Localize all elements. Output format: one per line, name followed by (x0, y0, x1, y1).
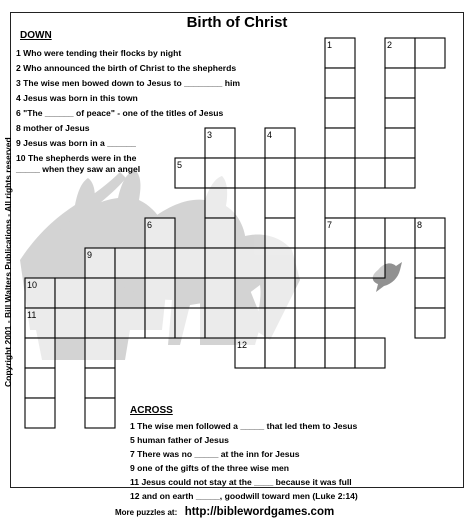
grid-cell[interactable] (85, 398, 115, 428)
grid-cell[interactable] (265, 188, 295, 218)
grid-cell[interactable] (325, 68, 355, 98)
grid-cell[interactable] (85, 338, 115, 368)
grid-cell[interactable] (85, 368, 115, 398)
grid-cell[interactable] (235, 338, 265, 368)
grid-cell[interactable] (25, 278, 55, 308)
grid-cell[interactable] (415, 308, 445, 338)
across-clue-1: 1 The wise men followed a _____ that led them to Jesus (130, 421, 358, 431)
grid-cell[interactable] (205, 218, 235, 248)
cell-number: 12 (237, 340, 248, 350)
cell-number: 11 (27, 310, 37, 320)
grid-cell[interactable] (55, 308, 85, 338)
grid-cell[interactable] (85, 278, 115, 308)
footer-prefix: More puzzles at: (115, 508, 178, 517)
grid-cell[interactable] (85, 248, 115, 278)
grid-cell[interactable] (385, 158, 415, 188)
grid-cell[interactable] (25, 308, 55, 338)
grid-cell[interactable] (145, 248, 175, 278)
across-heading: ACROSS (130, 405, 173, 416)
cell-number: 7 (327, 220, 333, 230)
grid-cell[interactable] (265, 248, 295, 278)
grid-cell[interactable] (235, 248, 265, 278)
across-clue-11: 11 Jesus could not stay at the ____ because it was full (130, 477, 352, 487)
grid-cell[interactable] (145, 218, 175, 248)
grid-cell[interactable] (295, 338, 325, 368)
grid-cell[interactable] (145, 308, 175, 338)
grid-cell[interactable] (385, 98, 415, 128)
grid-cell[interactable] (265, 218, 295, 248)
grid-cell[interactable] (295, 308, 325, 338)
down-clue-6: 6 "The ______ of peace" - one of the titles of Jesus (16, 108, 224, 118)
down-clue-10: 10 The shepherds were in the _____ when they saw an angel (16, 153, 141, 174)
grid-cell[interactable] (355, 218, 385, 248)
grid-cell[interactable] (145, 278, 175, 308)
grid-cell[interactable] (355, 248, 385, 278)
grid-cell[interactable] (385, 68, 415, 98)
down-clue-1: 1 Who were tending their flocks by night (16, 48, 182, 58)
cell-number: 4 (267, 130, 273, 140)
grid-cell[interactable] (415, 278, 445, 308)
grid-cell[interactable] (265, 308, 295, 338)
across-clue-5: 5 human father of Jesus (130, 435, 229, 445)
grid-cell[interactable] (175, 248, 205, 278)
grid-cell[interactable] (355, 158, 385, 188)
grid-cell[interactable] (265, 338, 295, 368)
grid-cell[interactable] (355, 338, 385, 368)
footer (115, 502, 334, 520)
grid-cell[interactable] (385, 218, 415, 248)
grid-cell[interactable] (325, 248, 355, 278)
puzzle-title: Birth of Christ (186, 14, 288, 31)
grid-cell[interactable] (415, 248, 445, 278)
grid-cell[interactable] (265, 278, 295, 308)
grid-cell[interactable] (325, 128, 355, 158)
down-heading: DOWN (20, 30, 52, 41)
grid-cell[interactable] (205, 248, 235, 278)
down-clue-4: 4 Jesus was born in this town (16, 93, 138, 103)
across-clue-12: 12 and on earth _____, goodwill toward men (Luke 2:14) (130, 491, 358, 501)
cell-number: 1 (327, 40, 333, 50)
grid-cell[interactable] (385, 38, 415, 68)
grid-cell[interactable] (175, 158, 205, 188)
grid-cell[interactable] (415, 38, 445, 68)
footer-link[interactable]: http://biblewordgames.com (184, 506, 335, 518)
grid-cell[interactable] (55, 278, 85, 308)
grid-cell[interactable] (265, 128, 295, 158)
grid-cell[interactable] (85, 308, 115, 338)
grid-cell[interactable] (325, 98, 355, 128)
grid-cell[interactable] (325, 158, 355, 188)
grid-cell[interactable] (295, 248, 325, 278)
grid-cell[interactable] (415, 218, 445, 248)
grid-cell[interactable] (205, 308, 235, 338)
cell-number: 3 (207, 130, 213, 140)
grid-cell[interactable] (265, 158, 295, 188)
cell-number: 5 (177, 160, 183, 170)
copyright-text: Copyright 2001 - Bill Walters Publications - All rights reserved (3, 137, 13, 387)
grid-cell[interactable] (385, 128, 415, 158)
grid-cell[interactable] (115, 308, 145, 338)
grid-cell[interactable] (235, 308, 265, 338)
grid-cell[interactable] (325, 188, 355, 218)
down-clue-3: 3 The wise men bowed down to Jesus to ________ him (16, 78, 240, 88)
down-clue-2: 2 Who announced the birth of Christ to the shepherds (16, 63, 237, 73)
grid-cell[interactable] (325, 38, 355, 68)
grid-cell[interactable] (295, 158, 325, 188)
grid-cell[interactable] (115, 248, 145, 278)
grid-cell[interactable] (25, 398, 55, 428)
grid-cell[interactable] (205, 128, 235, 158)
down-clue-9: 9 Jesus was born in a ______ (16, 138, 136, 148)
cell-number: 2 (387, 40, 393, 50)
grid-cell[interactable] (205, 278, 235, 308)
grid-cell[interactable] (325, 308, 355, 338)
across-clue-9: 9 one of the gifts of the three wise men (130, 463, 290, 473)
across-clue-7: 7 There was no _____ at the inn for Jesus (130, 449, 300, 459)
grid-cell[interactable] (25, 338, 55, 368)
grid-cell[interactable] (205, 158, 235, 188)
cell-number: 9 (87, 250, 93, 260)
cell-number: 10 (27, 280, 38, 290)
grid-cell[interactable] (325, 278, 355, 308)
grid-cell[interactable] (205, 188, 235, 218)
grid-cell[interactable] (175, 308, 205, 338)
cell-number: 8 (417, 220, 423, 230)
cell-number: 6 (147, 220, 153, 230)
grid-cell[interactable] (325, 338, 355, 368)
down-clue-8: 8 mother of Jesus (16, 123, 90, 133)
grid-cell[interactable] (25, 368, 55, 398)
grid-cell[interactable] (325, 218, 355, 248)
grid-cell[interactable] (235, 158, 265, 188)
